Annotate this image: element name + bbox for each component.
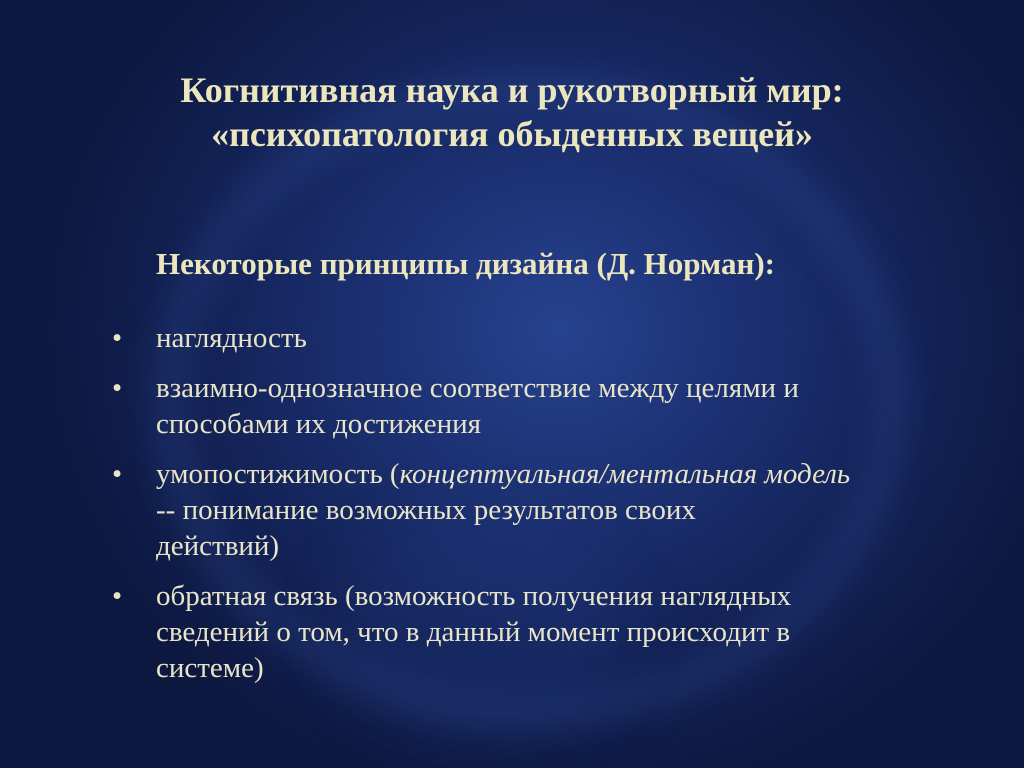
list-item-text: системе) [156,652,264,684]
list-item-text-line [156,456,902,492]
list-item-text: -- понимание возможных результатов своих [156,494,696,526]
list-item-text: взаимно-однозначное соответствие между целями и [156,372,799,404]
list-item [112,456,902,564]
list-item-italic-text: концептуальная/ментальная модель [399,458,851,490]
list-item-text: способами их достижения [156,408,481,440]
bullet-icon: • [112,372,123,404]
list-item [112,578,902,686]
slide-subtitle: Некоторые принципы дизайна (Д. Норман): [156,246,775,281]
bullet-icon: • [112,458,123,490]
title-line-2: «психопатология обыденных вещей» [211,114,813,154]
slide-title [0,68,1024,156]
principles-list [112,320,902,700]
title-line-1: Когнитивная наука и рукотворный мир: [180,70,844,110]
list-item-text: сведений о том, что в данный момент происходит в [156,616,791,648]
list-item-text: обратная связь (возможность получения наглядных [156,580,792,612]
bullet-icon: • [112,322,123,354]
list-item-text: наглядность [156,322,307,354]
list-item [112,370,902,442]
list-item-text: умопостижимость ( [156,458,400,490]
list-item [112,320,902,356]
list-item-text: действий) [156,530,280,562]
bullet-icon: • [112,580,123,612]
